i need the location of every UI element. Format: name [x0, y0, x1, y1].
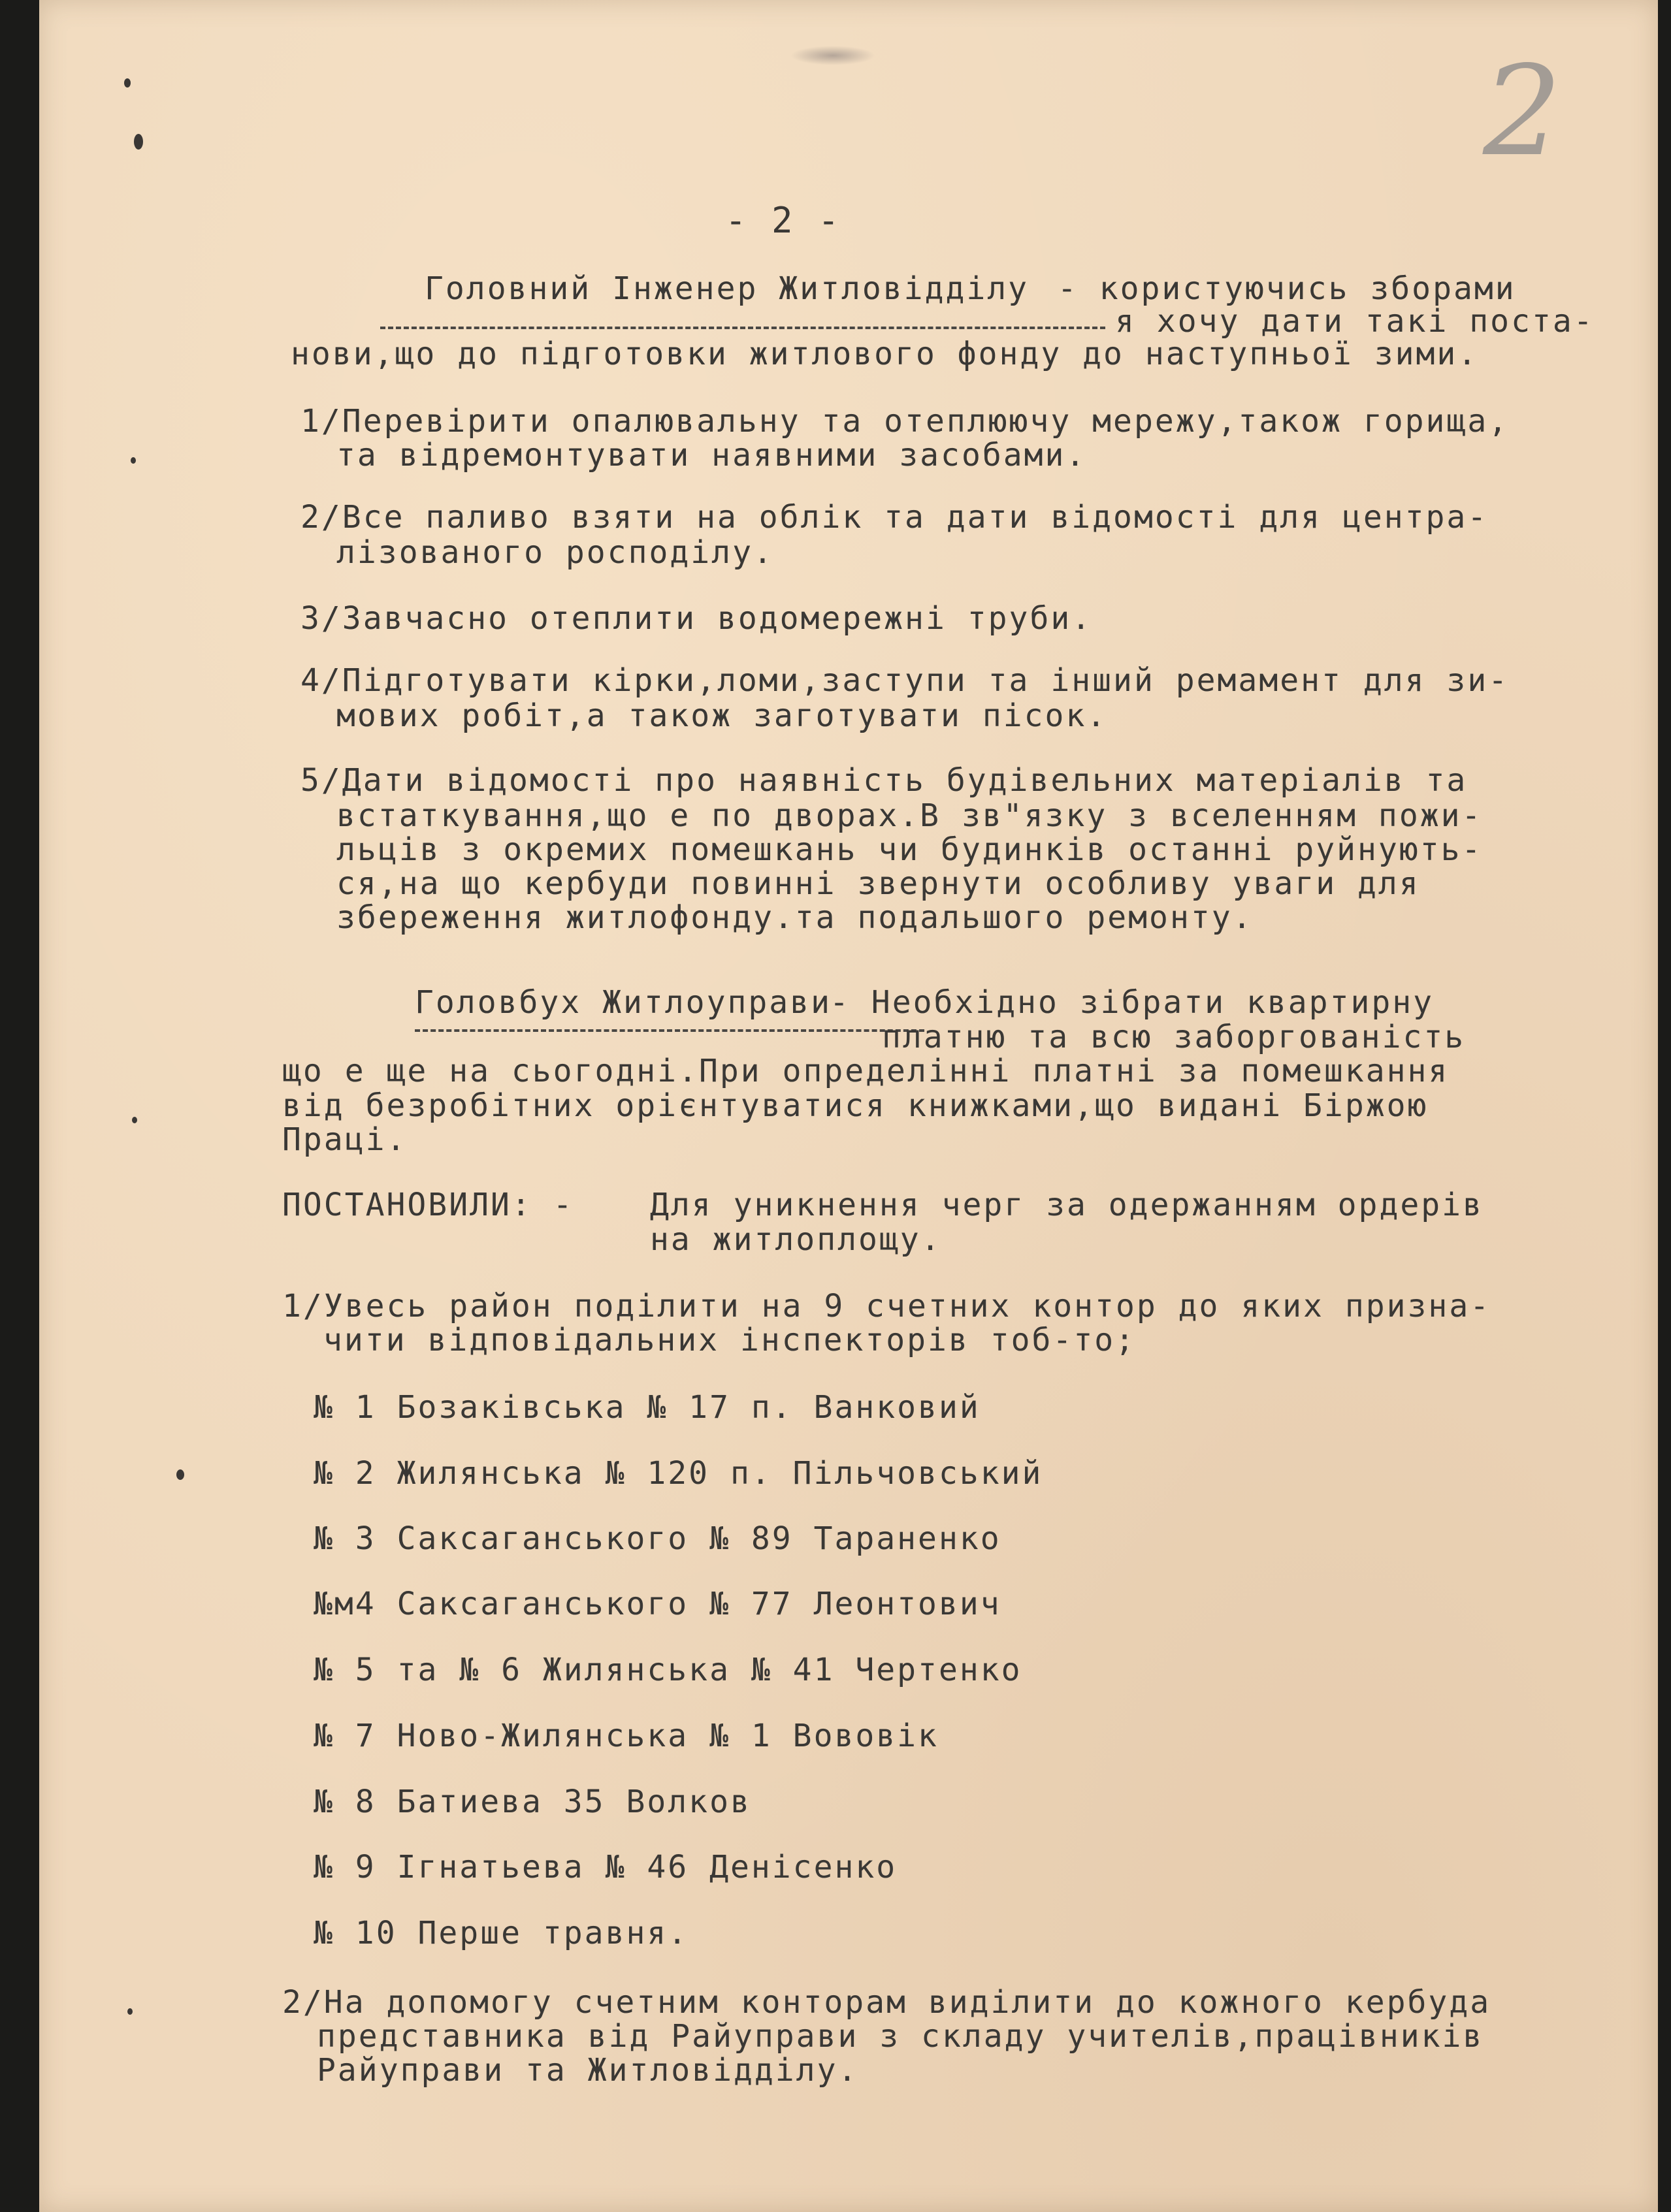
engineer-line1: - користуючись зборами: [1037, 270, 1516, 307]
margin-hole-mark: [127, 2008, 133, 2015]
accountant-line4: від безробітних орієнтуватися книжками,що видані Біржою: [282, 1087, 1429, 1124]
archive-page-number: 2: [1483, 39, 1562, 184]
item-line: лізованого росподілу.: [336, 534, 774, 571]
resolved-item1-line2: чити відповідальних інспекторів тоб-то;: [323, 1322, 1137, 1358]
item-line: 1/Перевірити опалювальну та отеплюючу мережу,також горища,: [300, 403, 1510, 440]
engineer-line2: я хочу дати такі поста-: [1115, 303, 1595, 340]
item-line: 2/Все паливо взяти на облік та дати відомості для центра-: [300, 499, 1489, 536]
office-item: № 8 Батиева 35 Волков: [314, 1784, 751, 1820]
item-line: 3/Завчасно отеплити водомережні труби.: [300, 600, 1093, 637]
resolved-line2: на житлоплощу.: [650, 1221, 942, 1258]
page-number: - 2 -: [725, 200, 841, 241]
resolved-item2-line2: представника від Райуправи з складу учителів,працівників: [317, 2018, 1484, 2055]
accountant-line5: Праці.: [282, 1121, 408, 1158]
office-item: № 10 Перше травня.: [314, 1915, 689, 1951]
speaker-underline: [380, 327, 1105, 329]
office-item: № 9 Ігнатьева № 46 Денісенко: [314, 1849, 898, 1885]
item-line: ся,на що кербуди повинні звернути особливу уваги для: [336, 865, 1420, 902]
office-item: № 5 та № 6 Жилянська № 41 Чертенко: [314, 1652, 1022, 1688]
office-item: № 3 Саксаганського № 89 Тараненко: [314, 1520, 1001, 1557]
resolved-item2-line3: Райуправи та Житловідділу.: [317, 2052, 859, 2089]
resolved-item2-line1: 2/На допомогу счетним конторам виділити до кожного кербуда: [282, 1984, 1491, 2021]
resolved-label: ПОСТАНОВИЛИ: -: [282, 1187, 574, 1223]
item-line: льців з окремих помешкань чи будинків останні руйнують-: [336, 831, 1483, 868]
resolved-item1-line1: 1/Увесь район поділити на 9 счетних контор до яких призна-: [282, 1288, 1491, 1324]
engineer-line3: нови,що до підготовки житлового фонду до наступньої зими.: [291, 336, 1479, 372]
margin-hole-mark: [131, 457, 136, 464]
item-line: мових робіт,а також заготувати пісок.: [336, 697, 1108, 734]
margin-hole-mark: [176, 1469, 184, 1480]
resolved-line1: Для уникнення черг за одержанням ордерів: [650, 1187, 1484, 1223]
item-line: збереження житлофонду.та подальшого ремонту.: [336, 899, 1254, 936]
office-item: №м4 Саксаганського № 77 Леонтович: [314, 1586, 1001, 1622]
accountant-speaker: Головбух Житлоуправи: [415, 984, 832, 1021]
item-line: 5/Дати відомості про наявність будівельних матеріалів та: [300, 762, 1468, 799]
margin-hole-mark: [132, 1117, 137, 1123]
accountant-line2: платню та всю заборгованість: [882, 1019, 1466, 1055]
speaker-underline: [415, 1029, 924, 1032]
item-line: встаткування,що е по дворах.В зв"язку з вселенням пожи-: [336, 797, 1483, 834]
item-line: 4/Підготувати кірки,ломи,заступи та інший ремамент для зи-: [300, 662, 1510, 699]
office-item: № 2 Жилянська № 120 п. Пільчовський: [314, 1455, 1043, 1492]
archive-stamp-mark: [790, 46, 875, 65]
office-item: № 7 Ново-Жилянська № 1 Вововік: [314, 1718, 939, 1754]
document-page: [39, 0, 1658, 2212]
margin-hole-mark: [134, 134, 143, 150]
item-line: та відремонтувати наявними засобами.: [336, 437, 1087, 473]
accountant-line1: - Необхідно зібрати квартирну: [830, 984, 1435, 1021]
office-item: № 1 Бозаківська № 17 п. Ванковий: [314, 1389, 981, 1426]
engineer-speaker: Головний Інженер Житловідділу: [425, 270, 1030, 307]
accountant-line3: що е ще на сьогодні.При определінні платні за помешкання: [282, 1053, 1450, 1089]
margin-hole-mark: [124, 78, 131, 88]
